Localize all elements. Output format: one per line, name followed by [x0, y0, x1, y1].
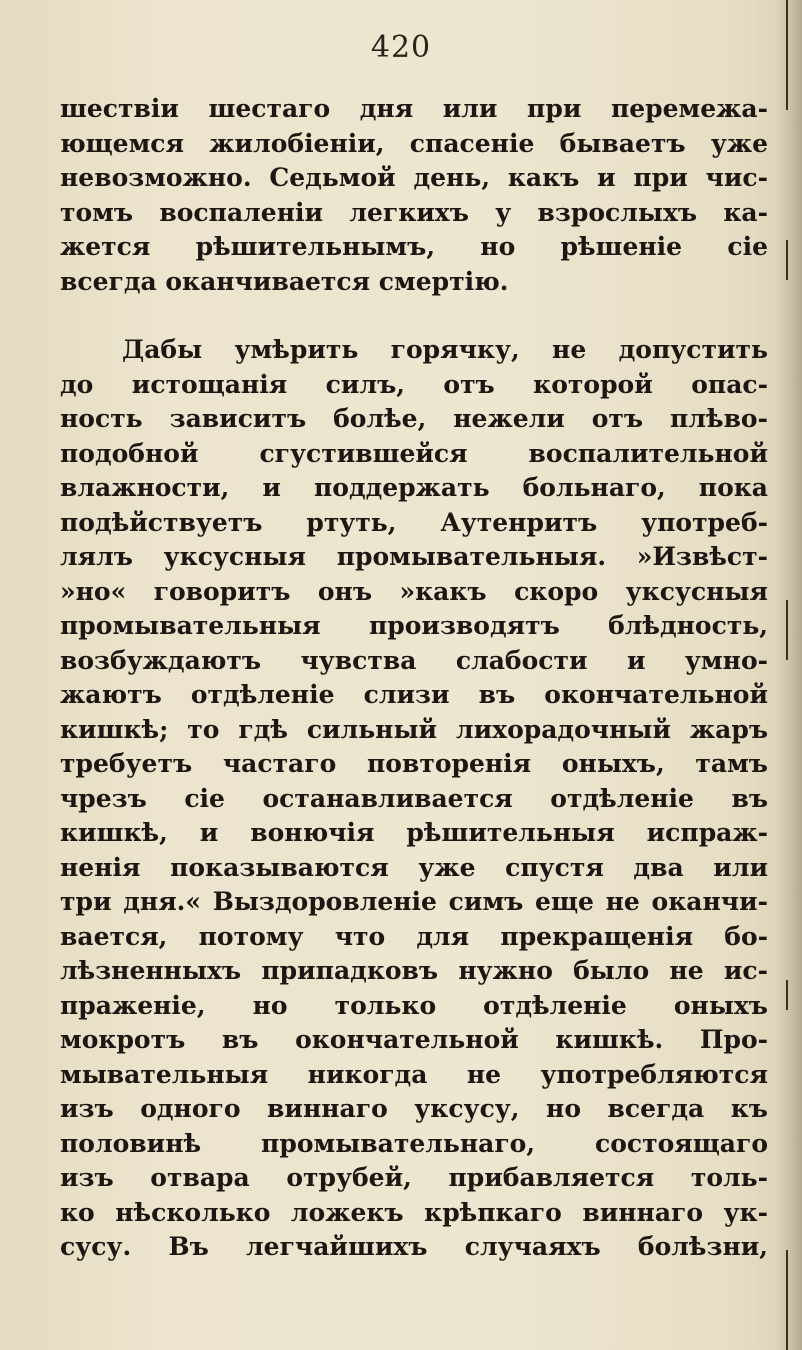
text-line: влажности, и поддержать больнаго, пока	[60, 473, 768, 502]
text-line: изъ одного виннаго уксусу, но всегда къ	[60, 1094, 768, 1123]
page-number: 420	[370, 30, 432, 65]
text-line: ненія показываются уже спустя два или	[60, 852, 768, 882]
text-line: чрезъ сіе останавливается отдѣленіе въ	[60, 783, 768, 813]
page-edge-mark	[786, 600, 788, 660]
text-line: возбуждаютъ чувства слабости и умно-	[60, 645, 768, 675]
text-line: ность зависитъ болѣе, нежели отъ плѣво-	[60, 404, 768, 433]
text-line: кишкѣ, и вонючія рѣшительныя испраж-	[60, 818, 768, 847]
text-line: изъ отвара отрубей, прибавляется толь-	[60, 1163, 768, 1192]
text-line: ко нѣсколько ложекъ крѣпкаго виннаго ук-	[60, 1197, 768, 1227]
text-line: жется рѣшительнымъ, но рѣшеніе сіе	[60, 232, 768, 261]
text-line: томъ воспаленіи легкихъ у взрослыхъ ка-	[60, 197, 768, 227]
text-line: кишкѣ; то гдѣ сильный лихорадочный жаръ	[60, 714, 768, 744]
text-line: шествіи шестаго дня или при перемежа-	[60, 94, 768, 123]
text-line: невозможно. Седьмой день, какъ и при чис-	[60, 163, 768, 192]
text-line: сусу. Въ легчайшихъ случаяхъ болѣзни,	[60, 1232, 768, 1261]
text-line: промывательныя производятъ блѣдность,	[60, 611, 768, 640]
text-line: Дабы умѣрить горячку, не допустить	[122, 335, 768, 364]
page-edge-mark	[786, 240, 788, 280]
text-line: половинѣ промывательнаго, состоящаго	[60, 1128, 768, 1158]
text-line: ющемся жилобіеніи, спасеніе бываетъ уже	[60, 128, 768, 158]
page-edge-shadow	[776, 0, 802, 1350]
paragraph	[60, 92, 768, 299]
text-line: подобной сгустившейся воспалительной	[60, 438, 768, 468]
text-line: жаютъ отдѣленіе слизи въ окончательной	[60, 680, 768, 709]
text-line: до истощанія силъ, отъ которой опас-	[60, 369, 768, 399]
paragraph-gap	[60, 299, 768, 333]
text-line: »но« говоритъ онъ »какъ скоро уксусныя	[60, 576, 768, 606]
text-line: мокротъ въ окончательной кишкѣ. Про-	[60, 1025, 768, 1054]
text-line: три дня.« Выздоровленіе симъ еще не оканчи-	[60, 887, 768, 916]
text-line: лѣзненныхъ припадковъ нужно было не ис-	[60, 956, 768, 985]
text-line: вается, потому что для прекращенія бо-	[60, 921, 768, 951]
page-edge-mark	[786, 980, 788, 1010]
text-line: подѣйствуетъ ртуть, Аутенритъ употреб-	[60, 507, 768, 537]
page-edge-mark	[786, 1250, 788, 1350]
text-line: требуетъ частаго повторенія оныхъ, тамъ	[60, 749, 768, 778]
text-line: мывательныя никогда не употребляются	[60, 1059, 768, 1089]
paragraph	[60, 333, 768, 1265]
text-line: лялъ уксусныя промывательныя. »Извѣст-	[60, 542, 768, 571]
text-body	[60, 92, 768, 1265]
text-line: праженіе, но только отдѣленіе оныхъ	[60, 990, 768, 1020]
text-line: всегда оканчивается смертію.	[60, 266, 509, 296]
